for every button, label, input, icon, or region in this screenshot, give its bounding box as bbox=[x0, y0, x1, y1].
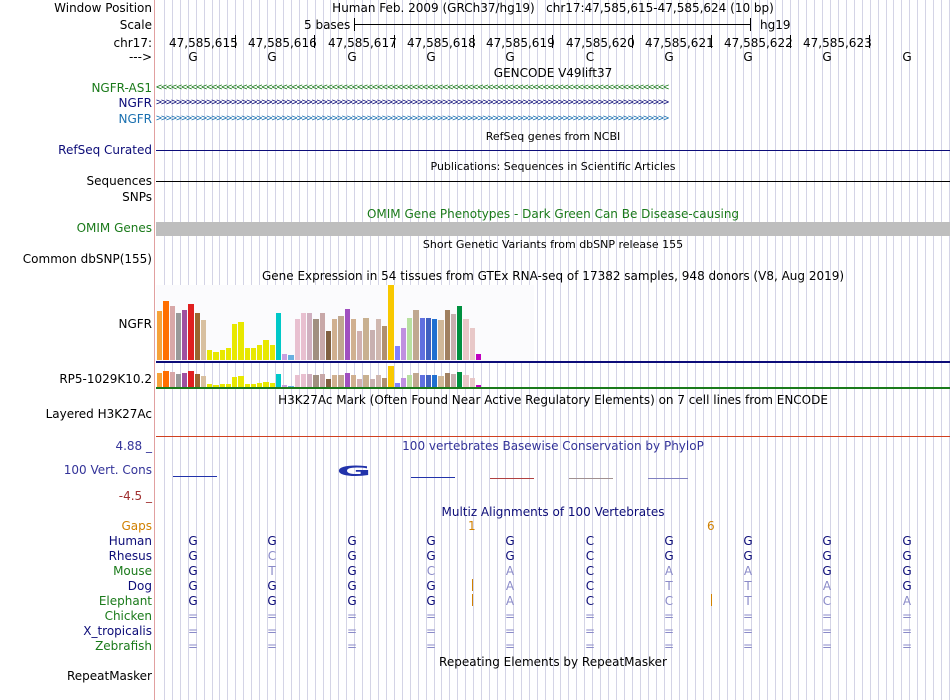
alignment-base: C bbox=[585, 579, 595, 593]
coordinate-label: 47,585,619 bbox=[486, 36, 555, 50]
h3k27ac-title: H3K27Ac Mark (Often Found Near Active Regulatory Elements) on 7 cell lines from ENCODE bbox=[278, 393, 828, 407]
gtex-bar[interactable] bbox=[182, 373, 187, 387]
gtex-bar[interactable] bbox=[345, 373, 350, 387]
phylop-score-base-6 bbox=[569, 478, 613, 479]
h3k27ac-label[interactable]: Layered H3K27Ac bbox=[45, 407, 152, 421]
gtex-bar[interactable] bbox=[445, 310, 450, 360]
gtex-bar[interactable] bbox=[226, 348, 231, 360]
alignment-base: = bbox=[663, 639, 675, 653]
alignment-base: G bbox=[426, 549, 436, 563]
gtex-bar[interactable] bbox=[445, 373, 450, 387]
gtex-bar[interactable] bbox=[238, 322, 243, 360]
alignment-base: G bbox=[505, 549, 515, 563]
alignment-base: = bbox=[584, 624, 596, 638]
scale-text: 5 bases bbox=[304, 18, 351, 32]
gtex-bar[interactable] bbox=[332, 319, 337, 360]
gtex-bar[interactable] bbox=[426, 375, 431, 387]
alignment-base: = bbox=[187, 639, 199, 653]
gtex-bar[interactable] bbox=[357, 331, 362, 360]
gtex-bar[interactable] bbox=[382, 326, 387, 360]
gtex-bar[interactable] bbox=[320, 374, 325, 387]
gtex-bar[interactable] bbox=[382, 378, 387, 387]
phylop-score-base-3: G bbox=[336, 464, 372, 480]
scale-label: Scale bbox=[119, 18, 152, 32]
species-label-zebrafish[interactable]: Zebrafish bbox=[95, 639, 152, 653]
gtex-bar[interactable] bbox=[245, 348, 250, 360]
gtex-bar[interactable] bbox=[451, 314, 456, 360]
base-letter: C bbox=[585, 50, 595, 64]
coordinate-label: 47,585,622 bbox=[724, 36, 793, 50]
gtex-bar[interactable] bbox=[363, 318, 368, 360]
alignment-base: = bbox=[663, 609, 675, 623]
repeatmasker-label[interactable]: RepeatMasker bbox=[66, 669, 152, 683]
alignment-base: = bbox=[584, 609, 596, 623]
gtex-bar[interactable] bbox=[438, 320, 443, 360]
alignment-base: G bbox=[902, 564, 912, 578]
phylop-max: 4.88 _ bbox=[115, 439, 152, 453]
gtex-bar[interactable] bbox=[157, 373, 162, 387]
alignment-base: = bbox=[742, 624, 754, 638]
alignment-base: T bbox=[268, 564, 276, 578]
gtex-bar[interactable] bbox=[401, 378, 406, 387]
gtex-bar[interactable] bbox=[276, 374, 281, 387]
alignment-base: G bbox=[822, 549, 832, 563]
gtex-bar[interactable] bbox=[301, 374, 306, 387]
gene-track-ngfr[interactable]: >>>>>>>>>>>>>>>>>>>>>>>>>>>>>>>>>>>>>>>>>>>>>>>>>>>>>>>>>>>>>>>>>>>>>>>>>>>>>>>>>>>>>>>>>>>>>>>>>>>>>> bbox=[156, 98, 669, 108]
gtex-gene-label-rp5[interactable]: RP5-1029K10.2 bbox=[59, 372, 152, 386]
gtex-bar[interactable] bbox=[257, 345, 262, 360]
label-separator bbox=[154, 0, 155, 700]
gtex-bar[interactable] bbox=[357, 379, 362, 387]
gtex-bar[interactable] bbox=[301, 313, 306, 360]
alignment-base: G bbox=[188, 564, 198, 578]
gtex-bar[interactable] bbox=[407, 375, 412, 387]
repeatmasker-title: Repeating Elements by RepeatMasker bbox=[439, 655, 667, 669]
alignment-base: G bbox=[902, 549, 912, 563]
gtex-bar[interactable] bbox=[276, 313, 281, 360]
scale-bar-end bbox=[750, 18, 751, 31]
alignment-base: G bbox=[267, 534, 277, 548]
omim-title: OMIM Gene Phenotypes - Dark Green Can Be Disease-causing bbox=[366, 207, 740, 221]
gtex-bar[interactable] bbox=[470, 328, 475, 360]
coordinate-label: 47,585,617 bbox=[328, 36, 397, 50]
gtex-bar[interactable] bbox=[213, 352, 218, 360]
gtex-bar[interactable] bbox=[432, 319, 437, 360]
alignment-base: G bbox=[426, 594, 436, 608]
species-label-x-tropicalis[interactable]: X_tropicalis bbox=[83, 624, 152, 638]
scale-bar bbox=[354, 24, 751, 25]
gtex-bar[interactable] bbox=[432, 375, 437, 387]
gap-count-2[interactable]: 6 bbox=[707, 519, 715, 533]
gtex-bar[interactable] bbox=[232, 324, 237, 360]
alignment-base: = bbox=[425, 609, 437, 623]
phylop-score-base-7 bbox=[648, 478, 688, 479]
alignment-base: = bbox=[266, 609, 278, 623]
refseq-label[interactable]: RefSeq Curated bbox=[58, 143, 152, 157]
dbsnp-title: Short Genetic Variants from dbSNP release 155 bbox=[422, 238, 684, 251]
alignment-base: G bbox=[822, 534, 832, 548]
alignment-base: = bbox=[901, 609, 913, 623]
gtex-ngfr-baseline bbox=[156, 361, 950, 363]
dbsnp-label[interactable]: Common dbSNP(155) bbox=[22, 252, 152, 266]
coordinate-label: 47,585,621 bbox=[645, 36, 714, 50]
strand-label: ---> bbox=[128, 50, 152, 64]
gtex-bar[interactable] bbox=[351, 319, 356, 360]
coordinate-label: 47,585,616 bbox=[248, 36, 317, 50]
gtex-bar[interactable] bbox=[163, 301, 168, 360]
alignment-base: = bbox=[346, 609, 358, 623]
coordinate-label: 47,585,620 bbox=[566, 36, 635, 50]
phylop-label[interactable]: 100 Vert. Cons bbox=[63, 463, 152, 477]
h3k27ac-track[interactable] bbox=[156, 436, 950, 437]
alignment-base: = bbox=[504, 639, 516, 653]
publications-title: Publications: Sequences in Scientific Articles bbox=[430, 160, 676, 173]
alignment-base: = bbox=[346, 624, 358, 638]
base-letter: G bbox=[505, 50, 515, 64]
gtex-bar[interactable] bbox=[376, 319, 381, 360]
gtex-bar[interactable] bbox=[263, 340, 268, 360]
window-position-label: Window Position bbox=[54, 1, 152, 15]
alignment-base: G bbox=[347, 549, 357, 563]
gtex-bar[interactable] bbox=[351, 375, 356, 387]
gtex-bar[interactable] bbox=[370, 379, 375, 387]
alignment-base: G bbox=[347, 534, 357, 548]
species-label-chicken[interactable]: Chicken bbox=[104, 609, 152, 623]
gtex-bar[interactable] bbox=[295, 319, 300, 360]
alignment-base: = bbox=[821, 624, 833, 638]
alignment-base: G bbox=[902, 534, 912, 548]
gtex-bar[interactable] bbox=[207, 350, 212, 360]
alignment-base: G bbox=[505, 534, 515, 548]
alignment-base: = bbox=[504, 609, 516, 623]
gtex-bar[interactable] bbox=[251, 348, 256, 360]
gene-track-ngfr-as1[interactable]: <<<<<<<<<<<<<<<<<<<<<<<<<<<<<<<<<<<<<<<<<<<<<<<<<<<<<<<<<<<<<<<<<<<<<<<<<<<<<<<<<<<<<<<<<<<<<<<<<<<<<< bbox=[156, 83, 669, 93]
alignment-base: G bbox=[347, 579, 357, 593]
multiz-title: Multiz Alignments of 100 Vertebrates bbox=[441, 505, 665, 519]
gtex-bar[interactable] bbox=[476, 354, 481, 360]
alignment-base: = bbox=[346, 639, 358, 653]
gtex-bar[interactable] bbox=[188, 371, 193, 387]
alignment-base: G bbox=[347, 564, 357, 578]
gtex-title: Gene Expression in 54 tissues from GTEx RNA-seq of 17382 samples, 948 donors (V8, Aug 2019) bbox=[261, 269, 845, 283]
coordinate-label: 47,585,618 bbox=[407, 36, 476, 50]
gtex-rp5-baseline bbox=[156, 387, 950, 389]
species-label-elephant[interactable]: Elephant bbox=[98, 594, 152, 608]
alignment-base: A bbox=[743, 564, 753, 578]
gtex-bar[interactable] bbox=[338, 316, 343, 360]
base-letter: G bbox=[188, 50, 198, 64]
gtex-bar[interactable] bbox=[320, 313, 325, 360]
gencode-title: GENCODE V49lift37 bbox=[493, 66, 613, 80]
gtex-bar[interactable] bbox=[176, 313, 181, 360]
alignment-base: G bbox=[347, 594, 357, 608]
alignment-base: = bbox=[187, 624, 199, 638]
alignment-gap-elephant-2 bbox=[711, 594, 712, 606]
gtex-bar[interactable] bbox=[376, 375, 381, 387]
gtex-bar[interactable] bbox=[420, 318, 425, 360]
assembly-label: hg19 bbox=[760, 18, 791, 32]
species-label-dog[interactable]: Dog bbox=[127, 579, 152, 593]
gtex-bar[interactable] bbox=[313, 319, 318, 360]
alignment-base: C bbox=[585, 549, 595, 563]
gtex-bar[interactable] bbox=[395, 346, 400, 360]
gtex-bar[interactable] bbox=[195, 313, 200, 360]
alignment-base: C bbox=[426, 564, 436, 578]
alignment-base: G bbox=[743, 534, 753, 548]
phylop-score-base-5 bbox=[490, 478, 534, 479]
gtex-bar[interactable] bbox=[157, 311, 162, 360]
gtex-bar[interactable] bbox=[438, 376, 443, 387]
alignment-base: T bbox=[744, 579, 752, 593]
gtex-bar[interactable] bbox=[388, 285, 393, 360]
gtex-bar[interactable] bbox=[401, 328, 406, 360]
alignment-base: A bbox=[505, 579, 515, 593]
alignment-base: = bbox=[901, 624, 913, 638]
alignment-base: = bbox=[187, 609, 199, 623]
gtex-bar[interactable] bbox=[457, 306, 462, 360]
gtex-bar[interactable] bbox=[307, 313, 312, 360]
alignment-base: C bbox=[585, 534, 595, 548]
gtex-bar[interactable] bbox=[407, 318, 412, 360]
alignment-base: G bbox=[743, 549, 753, 563]
alignment-base: = bbox=[584, 639, 596, 653]
alignment-base: = bbox=[821, 609, 833, 623]
gtex-bar[interactable] bbox=[413, 373, 418, 387]
gtex-bar[interactable] bbox=[170, 372, 175, 387]
alignment-base: A bbox=[505, 594, 515, 608]
gene-label-ngfr[interactable]: NGFR bbox=[118, 96, 152, 110]
alignment-base: T bbox=[744, 594, 752, 608]
coordinate-label: 47,585,623 bbox=[803, 36, 872, 50]
alignment-base: A bbox=[822, 579, 832, 593]
gtex-bar[interactable] bbox=[470, 378, 475, 387]
gene-track-ngfr-2[interactable]: >>>>>>>>>>>>>>>>>>>>>>>>>>>>>>>>>>>>>>>>>>>>>>>>>>>>>>>>>>>>>>>>>>>>>>>>>>>>>>>>>>>>>>>>>>>>>>>>>>>>>> bbox=[156, 114, 669, 124]
gtex-bar[interactable] bbox=[338, 375, 343, 387]
gtex-bar[interactable] bbox=[370, 330, 375, 360]
species-label-mouse[interactable]: Mouse bbox=[113, 564, 152, 578]
gtex-bar[interactable] bbox=[238, 376, 243, 387]
gtex-bar[interactable] bbox=[426, 318, 431, 360]
alignment-base: = bbox=[663, 624, 675, 638]
base-letter: G bbox=[822, 50, 832, 64]
gtex-bar[interactable] bbox=[270, 345, 275, 360]
alignment-base: = bbox=[742, 609, 754, 623]
gtex-bar[interactable] bbox=[463, 319, 468, 360]
gtex-bar[interactable] bbox=[295, 375, 300, 387]
phylop-min: -4.5 _ bbox=[118, 489, 152, 503]
gtex-bar[interactable] bbox=[201, 376, 206, 387]
phylop-score-base-1 bbox=[173, 476, 217, 477]
alignment-base: G bbox=[188, 534, 198, 548]
omim-label[interactable]: OMIM Genes bbox=[76, 221, 152, 235]
base-letter: G bbox=[426, 50, 436, 64]
base-letter: G bbox=[664, 50, 674, 64]
base-letter: G bbox=[267, 50, 277, 64]
chrom-label: chr17: bbox=[113, 36, 152, 50]
base-letter: G bbox=[347, 50, 357, 64]
gene-label-ngfr-2[interactable]: NGFR bbox=[118, 112, 152, 126]
alignment-base: = bbox=[266, 624, 278, 638]
alignment-base: = bbox=[266, 639, 278, 653]
alignment-base: T bbox=[665, 579, 673, 593]
gtex-bar[interactable] bbox=[182, 310, 187, 360]
alignment-base: G bbox=[822, 564, 832, 578]
gtex-bar[interactable] bbox=[413, 310, 418, 360]
gtex-bar[interactable] bbox=[170, 306, 175, 360]
alignment-base: A bbox=[664, 564, 674, 578]
gtex-bar[interactable] bbox=[326, 379, 331, 387]
snps-label[interactable]: SNPs bbox=[122, 190, 152, 204]
gtex-bar[interactable] bbox=[463, 375, 468, 387]
window-position-value[interactable]: Human Feb. 2009 (GRCh37/hg19) chr17:47,585,615-47,585,624 (10 bp) bbox=[332, 1, 774, 15]
gtex-bar[interactable] bbox=[332, 375, 337, 387]
alignment-base: C bbox=[585, 564, 595, 578]
gtex-bar[interactable] bbox=[176, 374, 181, 387]
gtex-bar[interactable] bbox=[220, 350, 225, 360]
alignment-base: = bbox=[504, 624, 516, 638]
refseq-title: RefSeq genes from NCBI bbox=[485, 130, 621, 143]
species-label-human[interactable]: Human bbox=[108, 534, 152, 548]
alignment-gap-elephant-1 bbox=[472, 594, 473, 606]
gtex-bar[interactable] bbox=[163, 371, 168, 387]
alignment-base: A bbox=[505, 564, 515, 578]
alignment-base: G bbox=[664, 534, 674, 548]
alignment-base: G bbox=[426, 534, 436, 548]
alignment-base: C bbox=[267, 549, 277, 563]
alignment-base: G bbox=[426, 579, 436, 593]
alignment-gap-dog bbox=[472, 579, 473, 591]
gtex-bar[interactable] bbox=[363, 375, 368, 387]
alignment-base: = bbox=[821, 639, 833, 653]
sequences-track[interactable] bbox=[156, 181, 950, 182]
gtex-bar[interactable] bbox=[307, 374, 312, 387]
refseq-track[interactable] bbox=[156, 150, 950, 151]
gtex-bar[interactable] bbox=[457, 372, 462, 387]
alignment-base: G bbox=[188, 549, 198, 563]
gtex-bar[interactable] bbox=[326, 331, 331, 360]
gtex-bar[interactable] bbox=[345, 309, 350, 360]
gtex-bar[interactable] bbox=[288, 355, 293, 360]
alignment-base: = bbox=[425, 624, 437, 638]
alignment-base: = bbox=[901, 639, 913, 653]
gtex-bar[interactable] bbox=[282, 354, 287, 360]
gtex-gene-label-ngfr[interactable]: NGFR bbox=[118, 317, 152, 331]
sequences-label[interactable]: Sequences bbox=[86, 174, 152, 188]
alignment-base: G bbox=[188, 579, 198, 593]
coordinate-label: 47,585,615 bbox=[169, 36, 238, 50]
alignment-base: C bbox=[664, 594, 674, 608]
gtex-bar[interactable] bbox=[313, 375, 318, 387]
phylop-title: 100 vertebrates Basewise Conservation by PhyloP bbox=[402, 439, 704, 453]
gap-count-1[interactable]: 1 bbox=[468, 519, 476, 533]
alignment-base: G bbox=[902, 579, 912, 593]
base-letter: G bbox=[902, 50, 912, 64]
gtex-bar[interactable] bbox=[388, 366, 393, 387]
gtex-bar[interactable] bbox=[451, 374, 456, 387]
phylop-score-base-4 bbox=[411, 477, 455, 478]
alignment-base: C bbox=[585, 594, 595, 608]
alignment-base: G bbox=[664, 549, 674, 563]
alignment-base: = bbox=[742, 639, 754, 653]
gtex-bar[interactable] bbox=[201, 320, 206, 360]
omim-track[interactable] bbox=[156, 222, 950, 236]
alignment-base: A bbox=[902, 594, 912, 608]
species-label-rhesus[interactable]: Rhesus bbox=[108, 549, 152, 563]
alignment-base: G bbox=[267, 594, 277, 608]
gtex-bar[interactable] bbox=[232, 377, 237, 387]
gaps-label[interactable]: Gaps bbox=[121, 519, 152, 533]
alignment-base: G bbox=[188, 594, 198, 608]
base-letter: G bbox=[743, 50, 753, 64]
alignment-base: G bbox=[267, 579, 277, 593]
alignment-base: = bbox=[425, 639, 437, 653]
gene-label-ngfr-as1[interactable]: NGFR-AS1 bbox=[91, 81, 152, 95]
gtex-bar[interactable] bbox=[420, 375, 425, 387]
alignment-base: C bbox=[822, 594, 832, 608]
gtex-bar[interactable] bbox=[188, 304, 193, 360]
gtex-bar[interactable] bbox=[195, 374, 200, 387]
